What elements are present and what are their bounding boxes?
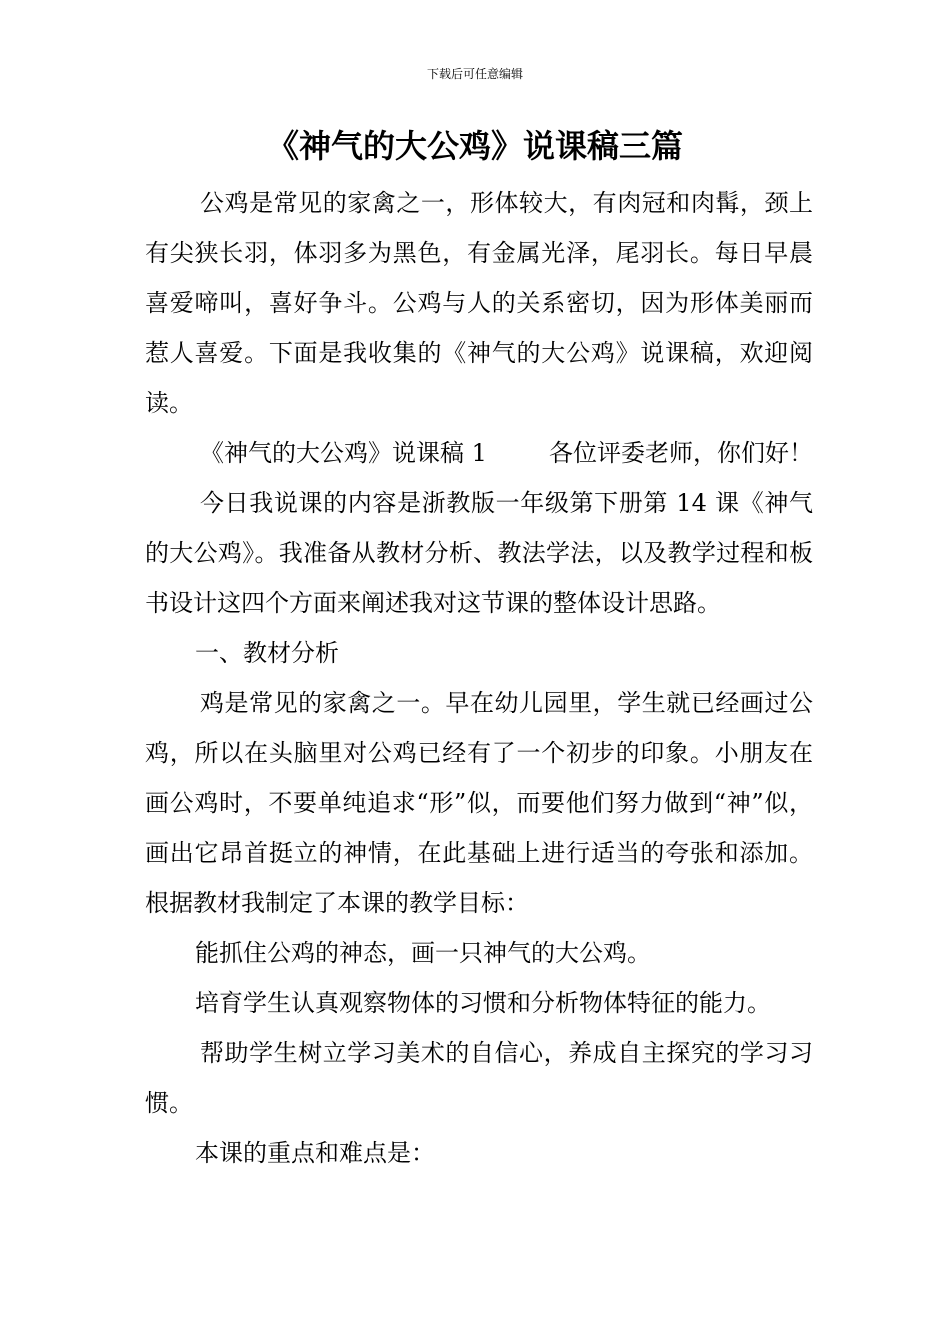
section-heading-row xyxy=(145,428,813,478)
document-title: 《神气的大公鸡》说课稿三篇 xyxy=(266,127,683,165)
document-body xyxy=(145,178,813,1178)
key-points-line: 本课的重点和难点是： xyxy=(195,1139,435,1167)
part1-heading: 一、教材分析 xyxy=(195,639,339,667)
goal-item-2: 培育学生认真观察物体的习惯和分析物体特征的能力。 xyxy=(195,989,771,1017)
header-note: 下载后可任意编辑 xyxy=(426,67,523,81)
goal-item-3: 帮助学生树立学习美术的自信心，养成自主探究的学习习惯。 xyxy=(145,1039,813,1117)
greeting: 各位评委老师，你们好！ xyxy=(549,439,813,467)
today-paragraph: 今日我说课的内容是浙教版一年级第下册第 14 课《神气的大公鸡》。我准备从教材分析、教法学法，以及教学过程和板书设计这四个方面来阐述我对这节课的整体设计思路。 xyxy=(145,489,813,617)
intro-paragraph: 公鸡是常见的家禽之一，形体较大，有肉冠和肉髯，颈上有尖狭长羽，体羽多为黑色，有金属光泽，尾羽长。每日早晨喜爱啼叫，喜好争斗。公鸡与人的关系密切，因为形体美丽而惹人喜爱。下面是我收集的《神气的大公鸡》说课稿，欢迎阅读。 xyxy=(145,189,813,417)
goal-item-1: 能抓住公鸡的神态，画一只神气的大公鸡。 xyxy=(195,939,651,967)
section-heading: 《神气的大公鸡》说课稿 1 xyxy=(200,439,487,467)
analysis-paragraph: 鸡是常见的家禽之一。早在幼儿园里，学生就已经画过公鸡，所以在头脑里对公鸡已经有了一个初步的印象。小朋友在画公鸡时，不要单纯追求“形”似，而要他们努力做到“神”似，画出它昂首挺立的神情，在此基础上进行适当的夸张和添加。根据教材我制定了本课的教学目标： xyxy=(145,689,813,917)
